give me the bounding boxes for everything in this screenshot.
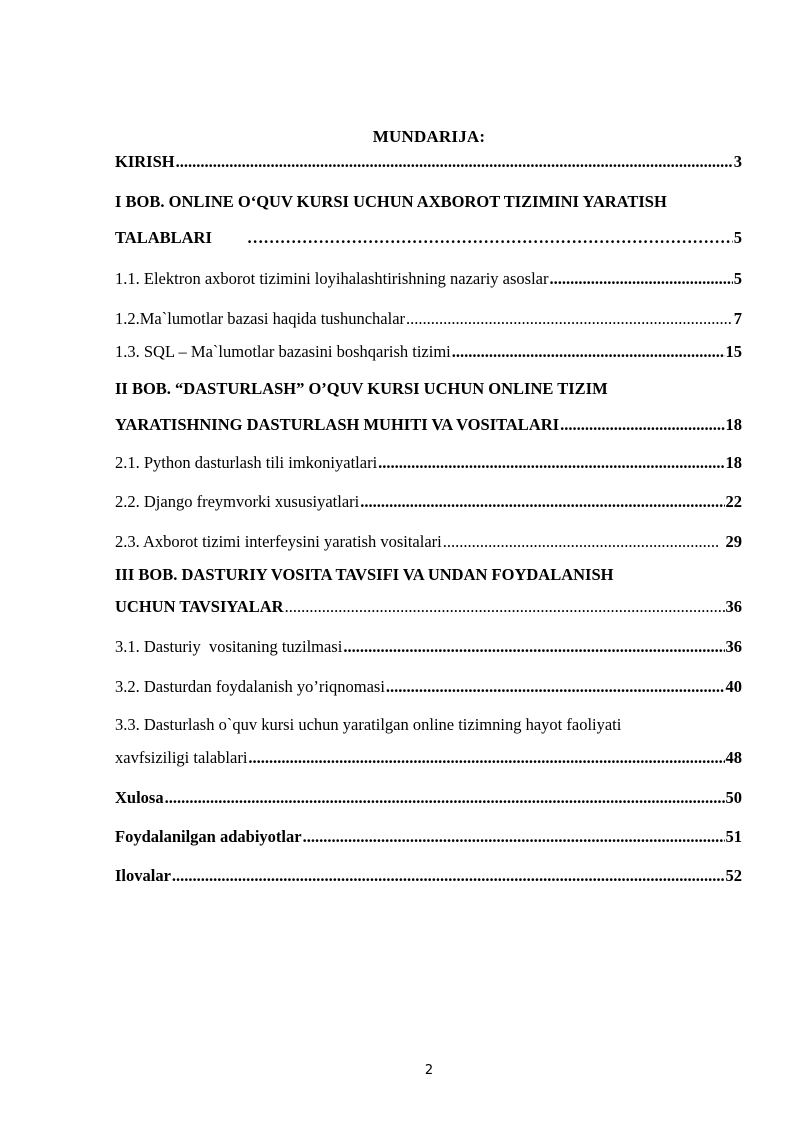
toc-entry-label: 1.2.Ma`lumotlar bazasi haqida tushunchalar	[115, 309, 406, 328]
toc-page-number: 48	[725, 748, 742, 767]
toc-entry-label: YARATISHNING DASTURLASH MUHITI VA VOSITALARI	[115, 415, 560, 434]
toc-page-number: 29	[721, 532, 742, 551]
toc-entry-label: Ilovalar	[115, 866, 171, 885]
toc-leader-dots	[303, 827, 725, 847]
toc-entry-heading-line: II BOB. “DASTURLASH” O’QUV KURSI UCHUN ONLINE TIZIM	[115, 379, 608, 398]
toc-entry-section-3-1[interactable]	[115, 637, 742, 657]
toc-entry-heading-line: III BOB. DASTURIY VOSITA TAVSIFI VA UNDAN FOYDALANISH	[115, 565, 614, 584]
toc-page-number: 5	[733, 269, 742, 288]
toc-leader-dots	[406, 309, 733, 329]
toc-page-number: 15	[725, 342, 742, 361]
toc-entry-section-3-2[interactable]	[115, 677, 742, 697]
toc-page-number: 7	[733, 309, 742, 328]
page-number: 2	[424, 1063, 434, 1078]
toc-entry-heading-line: I BOB. ONLINE O‘QUV KURSI UCHUN AXBOROT TIZIMINI YARATISH	[115, 192, 667, 211]
toc-page-number: 40	[725, 677, 742, 696]
toc-leader-dots	[550, 269, 733, 289]
toc-entry-label: 2.2. Django freymvorki xususiyatlari	[115, 492, 360, 511]
toc-entry-label: 1.3. SQL – Ma`lumotlar bazasini boshqarish tizimi	[115, 342, 451, 361]
toc-entry-label: xavfsiziligi talablari	[115, 748, 248, 767]
toc-page-number: 51	[725, 827, 742, 846]
toc-entry-label: 2.1. Python dasturlash tili imkoniyatlari	[115, 453, 378, 472]
toc-entry-label: 2.3. Axborot tizimi interfeysini yaratish vositalari	[115, 532, 442, 551]
toc-entry-xulosa[interactable]	[115, 788, 742, 808]
toc-leader-dots	[378, 453, 724, 473]
toc-entry-adabiyotlar[interactable]	[115, 827, 742, 847]
toc-leader-dots	[560, 415, 724, 435]
toc-leader-dots	[343, 637, 724, 657]
toc-page-number: 18	[725, 415, 742, 434]
toc-entry-chapter-2[interactable]	[115, 379, 742, 435]
toc-entry-section-2-1[interactable]	[115, 453, 742, 473]
toc-entry-label: 3.1. Dasturiy vositaning tuzilmasi	[115, 637, 343, 656]
toc-entry-kirish[interactable]	[115, 152, 742, 172]
toc-leader-dots	[386, 677, 725, 697]
toc-leader-dots	[452, 342, 725, 362]
toc-entry-label: UCHUN TAVSIYALAR	[115, 597, 284, 616]
toc-page-number: 36	[725, 597, 742, 616]
toc-page-number: 18	[725, 453, 742, 472]
toc-page-number: 5	[733, 228, 742, 247]
toc-leader-dots	[285, 597, 725, 617]
toc-entry-section-2-3[interactable]	[115, 532, 742, 552]
toc-leader-dots	[247, 228, 733, 248]
toc-entry-label: Foydalanilgan adabiyotlar	[115, 827, 302, 846]
toc-leader-dots	[248, 748, 724, 768]
toc-leader-dots	[176, 152, 733, 172]
toc-page-number: 52	[725, 866, 742, 885]
toc-leader-dots	[443, 532, 721, 552]
toc-leader-dots	[165, 788, 725, 808]
toc-page-number: 36	[725, 637, 742, 656]
toc-page-number: 3	[733, 152, 742, 171]
toc-entry-section-1-1[interactable]	[115, 269, 742, 289]
toc-entry-chapter-1[interactable]	[115, 192, 742, 248]
toc-leader-dots	[360, 492, 724, 512]
toc-entry-chapter-3[interactable]	[115, 565, 742, 617]
toc-entry-label: 3.2. Dasturdan foydalanish yo’riqnomasi	[115, 677, 385, 696]
toc-entry-label: 1.1. Elektron axborot tizimini loyihalashtirishning nazariy asoslar	[115, 269, 549, 288]
toc-entry-ilovalar[interactable]	[115, 866, 742, 886]
toc-entry-label: TALABLARI	[115, 228, 212, 247]
toc-entry-section-1-3[interactable]	[115, 342, 742, 362]
toc-entry-label: KIRISH	[115, 152, 175, 171]
toc-title: MUNDARIJA:	[372, 127, 486, 146]
toc-entry-heading-line: 3.3. Dasturlash o`quv kursi uchun yaratilgan online tizimning hayot faoliyati	[115, 715, 622, 734]
toc-entry-section-3-3[interactable]	[115, 715, 742, 768]
toc-leader-dots	[172, 866, 725, 886]
toc-entry-section-2-2[interactable]	[115, 492, 742, 512]
toc-entry-label: Xulosa	[115, 788, 164, 807]
toc-page-number: 50	[725, 788, 742, 807]
toc-entry-section-1-2[interactable]	[115, 309, 742, 329]
toc-page-number: 22	[725, 492, 742, 511]
